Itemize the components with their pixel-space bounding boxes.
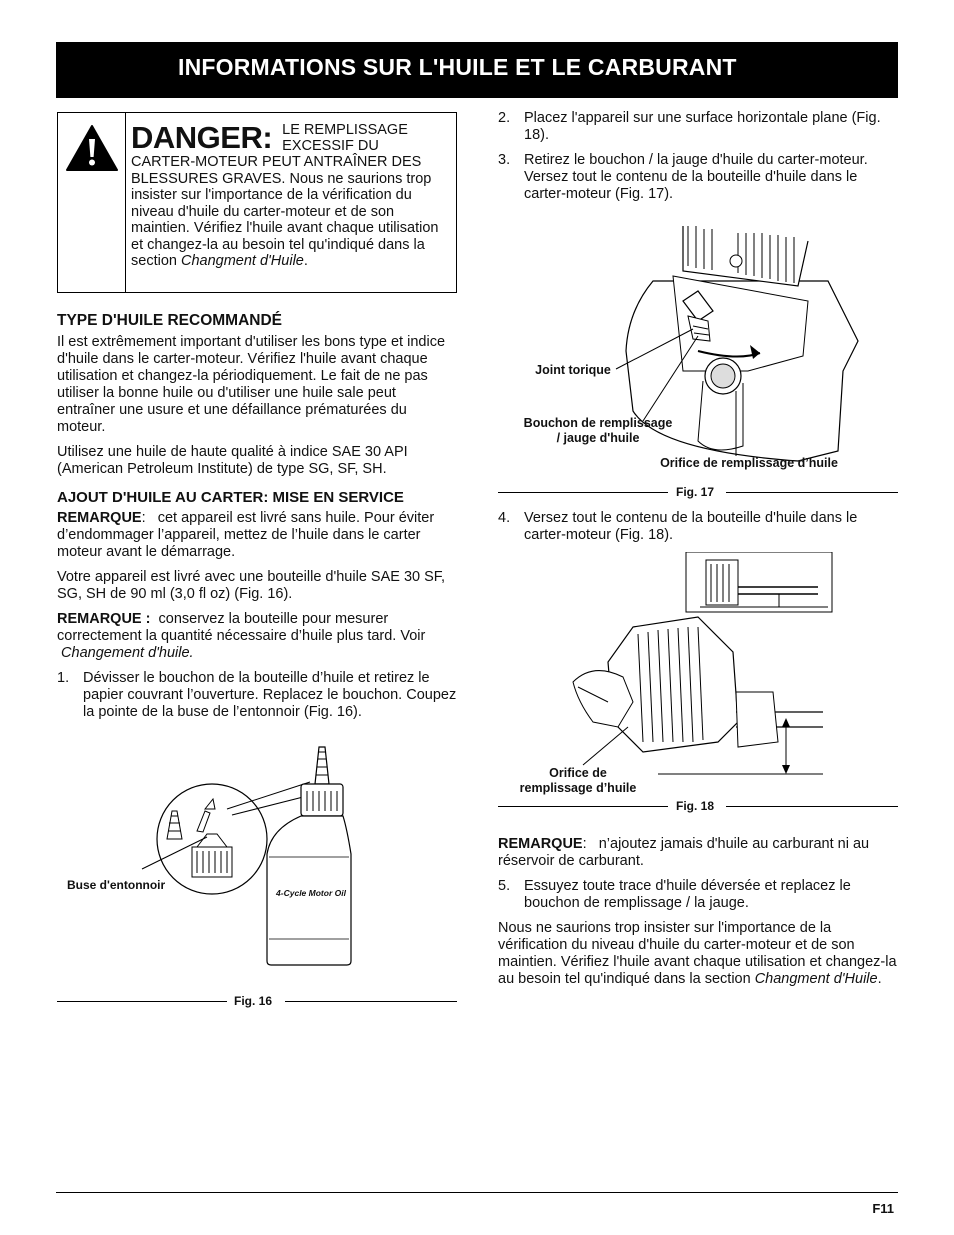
footer-divider [56, 1192, 898, 1193]
danger-end: . [303, 253, 308, 269]
remark-text: cet appareil est livré sans huile. Pour éviter d’endommager l’appareil, mettez de l’huile dans le carter moteur avant le démarrage. [57, 510, 435, 560]
remark-label: REMARQUE [57, 510, 142, 526]
oil-type-paragraph-2: Utilisez une huile de haute qualité à indice SAE 30 API (American Petroleum Institute) de type SG, SF, SH. [57, 444, 408, 477]
page-title: INFORMATIONS SUR L'HUILE ET LE CARBURANT [178, 54, 737, 80]
trimmer-level-illustration [498, 552, 898, 797]
bottle-label-text: 4-Cycle Motor Oil [276, 888, 346, 898]
section-title-oil-type: TYPE D'HUILE RECOMMANDÉ [57, 312, 282, 329]
section-title-add-oil: AJOUT D'HUILE AU CARTER: MISE EN SERVICE [57, 489, 404, 506]
closing-paragraph [498, 920, 898, 988]
oring-label: Joint torique [535, 363, 611, 377]
step-text: Versez tout le contenu de la bouteille d'huile dans le carter-moteur (Fig. 18). [524, 510, 858, 543]
fig16-caption [57, 993, 457, 1009]
port-label: Orifice de remplissage d’huile [660, 456, 838, 470]
port-label-line-1: Orifice de [549, 766, 607, 780]
funnel-bottle-illustration [57, 739, 457, 989]
danger-box [57, 112, 457, 293]
step-number: 2. [498, 110, 511, 126]
figure-18 [498, 552, 898, 797]
remark-colon: : [141, 510, 146, 526]
cap-label-line-1: Bouchon de remplissage [523, 416, 673, 430]
remark-link: Changement d'huile. [61, 645, 194, 661]
step-number: 3. [498, 152, 511, 168]
step-5 [498, 878, 898, 912]
danger-lead: LE REMPLISSAGE EXCESSIF DU [282, 122, 408, 154]
figure-16 [57, 739, 457, 989]
step-text: Dévisser le bouchon de la bouteille d’huile et retirez le papier couvrant l’ouverture. Replacez le bouchon. Coupez la pointe de la buse de l’entonnoir (Fig. 16). [83, 670, 457, 720]
right-column [498, 110, 898, 996]
step-text: Retirez le bouchon / la jauge d'huile du carter-moteur. Versez tout le contenu de la bouteille d'huile dans le carter-moteur (Fig. 17). [524, 152, 868, 202]
fig16-caption-text: Fig. 16 [234, 994, 273, 1008]
cap-label-line-2: / jauge d'huile [556, 431, 640, 445]
step-text: Placez l'appareil sur une surface horizontale plane (Fig. 18). [524, 110, 881, 143]
danger-body: CARTER-MOTEUR PEUT ANTRAÎNER DES BLESSURES GRAVES. Nous ne saurions trop insister sur l'importance de la vérification du niveau d'huile du carter-moteur et de son maintien. Vérifiez l'huile avant chaque utilisation et changez-la au besoin tel qu'indiqué dans la section [131, 154, 439, 269]
step-number: 5. [498, 878, 511, 894]
danger-word: DANGER: [131, 120, 273, 155]
step-4 [498, 510, 898, 544]
fig18-caption-text: Fig. 18 [676, 799, 715, 813]
fig17-caption [498, 484, 898, 500]
closing-link: Changment d'Huile [754, 971, 878, 987]
remark-colon: : [582, 836, 587, 852]
remark-label: REMARQUE : [57, 611, 151, 627]
step-1 [57, 670, 457, 721]
step-2 [498, 110, 898, 144]
step-number: 1. [57, 670, 70, 686]
remark-no-oil [57, 510, 457, 561]
remark-label: REMARQUE [498, 836, 583, 852]
oil-type-paragraph-1: Il est extrêmement important d'utiliser les bons type et indice d'huile dans le carter-moteur. Vérifiez l'huile avant chaque utilisation et changez-la périodiquement. Le fait de ne pas utiliser la bonne huile ou d'utiliser une huile sale peut entraîner une usure et une défaillance prématurées du moteur. [57, 334, 446, 435]
fig17-caption-text: Fig. 17 [676, 485, 715, 499]
remark-keep-bottle [57, 611, 457, 662]
danger-divider [125, 113, 126, 292]
step-number: 4. [498, 510, 511, 526]
closing-text: Nous ne saurions trop insister sur l'importance de la vérification du niveau d'huile du carter-moteur et de son maintien. Vérifiez l'huile avant chaque utilisation et changez-la au besoin tel qu'indiqué dans la section [498, 920, 897, 987]
left-column [57, 112, 457, 1009]
bottle-paragraph: Votre appareil est livré avec une bouteille d'huile SAE 30 SF, SG, SH de 90 ml (3,0 fl oz) (Fig. 16). [57, 569, 446, 602]
fig18-caption [498, 798, 898, 814]
nozzle-label: Buse d'entonnoir [67, 878, 166, 892]
remark-text: conservez la bouteille pour mesurer correctement la quantité nécessaire d’huile plus tard. Voir [57, 611, 426, 644]
page-number: F11 [872, 1201, 894, 1216]
closing-end: . [877, 971, 882, 987]
danger-text [131, 122, 453, 270]
danger-link: Changment d'Huile [180, 253, 304, 269]
step-text: Essuyez toute trace d'huile déversée et replacez le bouchon de remplissage / la jauge. [524, 878, 851, 911]
port-label-line-2: remplissage d’huile [519, 781, 637, 795]
page-header [56, 42, 898, 98]
warning-triangle-icon [65, 123, 119, 173]
figure-17 [498, 221, 898, 481]
remark-text: n’ajoutez jamais d'huile au carburant ni au réservoir de carburant. [498, 836, 870, 869]
step-3 [498, 152, 898, 203]
remark-no-mix [498, 836, 898, 870]
